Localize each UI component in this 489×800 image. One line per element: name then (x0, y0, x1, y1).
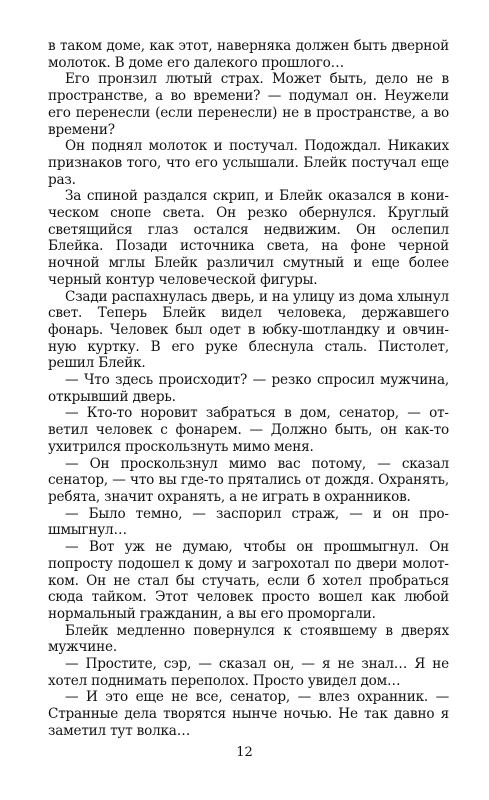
paragraph-5: Сзади распахнулась дверь, и на улицу из дома хлынул свет. Теперь Блейк видел человека, державшего фонарь. Человек был одет в юбку-шотландку и овчинную куртку. В его руке блеснула сталь. Пистолет, решил Блейк. (48, 288, 449, 372)
paragraph-9: — Было темно, — заспорил страж, — и он прошмыгнул… (48, 505, 449, 539)
paragraph-4: За спиной раздался скрип, и Блейк оказался в коническом снопе света. Он резко обернулся. Круглый светящийся глаз остался недвижим. Он ослепил Блейка. Позади источника света, на фоне черной ночной мглы Блейк различил смутный и еще более черный контур человеческой фигуры. (48, 188, 449, 288)
paragraph-11: Блейк медленно повернулся к стоявшему в дверях мужчине. (48, 622, 449, 656)
paragraph-1: в таком доме, как этот, наверняка должен быть дверной молоток. В доме его далекого прошлого… (48, 38, 449, 71)
paragraph-3: Он поднял молоток и постучал. Подождал. Никаких признаков того, что его услышали. Блейк постучал еще раз. (48, 138, 449, 188)
book-page-text (48, 38, 449, 740)
paragraph-8: — Он проскользнул мимо вас потому, — сказал сенатор, — что вы где-то прятались от дождя. Охранять, ребята, значит охранять, а не играть в охранников. (48, 455, 449, 505)
page-number: 12 (236, 745, 253, 760)
paragraph-10: — Вот уж не думаю, чтобы он прошмыгнул. Он попросту подошел к дому и загрохотал по двери молотком. Он не стал бы стучать, если б хотел пробраться сюда тайком. Этот человек просто вошел как любой нормальный гражданин, а вы его проморгали. (48, 539, 449, 622)
paragraph-13: — И это еще не все, сенатор, — влез охранник. — Странные дела творятся нынче ночью. Не так давно я заметил тут волка… (48, 689, 449, 739)
paragraph-7: — Кто-то норовит забраться в дом, сенатор, — ответил человек с фонарем. — Должно быть, он как-то ухитрился проскользнуть мимо меня. (48, 405, 449, 455)
paragraph-6: — Что здесь происходит? — резко спросил мужчина, открывший дверь. (48, 372, 449, 405)
paragraph-12: — Простите, сэр, — сказал он, — я не знал… Я не хотел поднимать переполох. Просто увидел дом… (48, 656, 449, 689)
paragraph-2: Его пронзил лютый страх. Может быть, дело не в пространстве, а во времени? — подумал он. Неужели его перенесли (если перенесли) не в пространстве, а во времени? (48, 71, 449, 138)
